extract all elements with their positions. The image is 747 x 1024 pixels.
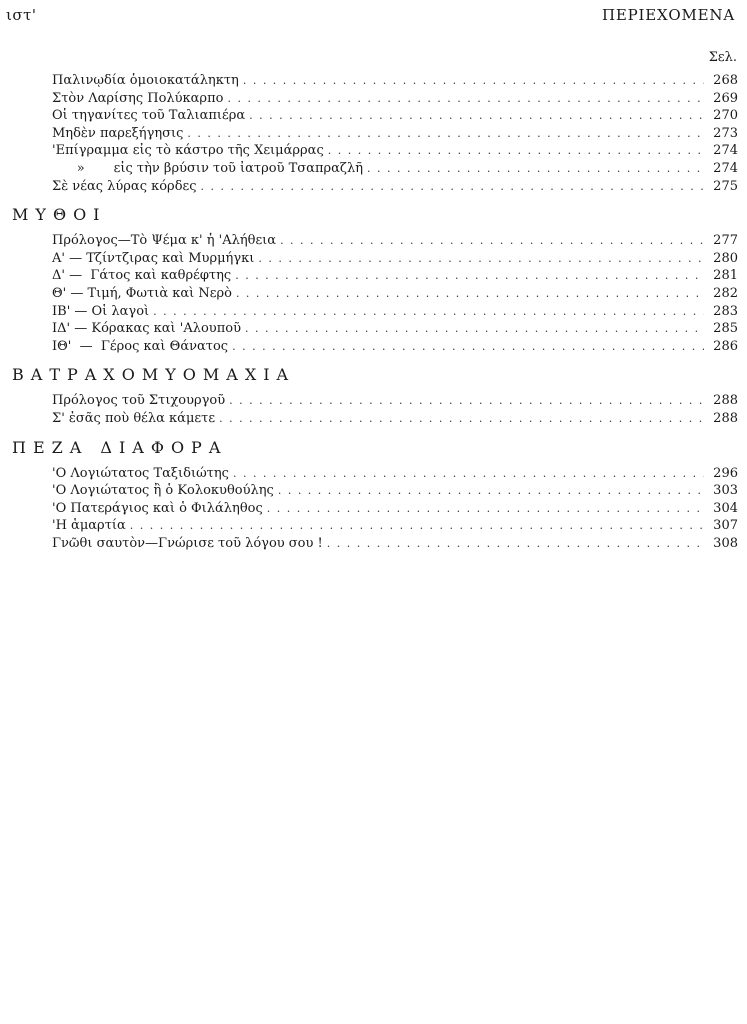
toc-entry [12,267,738,285]
dot-leader [235,267,704,285]
toc-entry-page: 286 [713,338,738,354]
toc-entry [12,178,738,196]
toc-entry-title: Α' — Τζίντζιρας καὶ Μυρμήγκι [52,250,255,266]
toc-entry-page: 282 [713,285,738,301]
toc-entry-title: Πρόλογος τοῦ Στιχουργοῦ [52,393,226,409]
toc-entry [12,90,738,108]
toc-entry-page: 268 [713,73,738,88]
dot-leader [367,160,704,178]
toc-entry [12,465,738,483]
toc-entry-page: 283 [713,303,738,319]
dot-leader [227,90,704,108]
dot-leader [267,500,704,518]
toc-entry-title: 'Επίγραμμα εἰς τὸ κάστρο τῆς Χειμάρρας [52,143,324,159]
section-heading: ΜΥΘΟΙ [12,205,107,225]
toc-section-mythoi [12,205,738,355]
toc-entry-page: 275 [713,178,738,194]
toc-entry-page: 288 [713,410,738,426]
toc-entry-page: 308 [713,535,738,551]
toc-section-batrachomyomachia [12,365,738,427]
dot-leader [201,178,704,196]
running-title: ΠΕΡΙΕΧΟΜΕΝΑ [601,6,735,24]
toc-entry [12,517,738,535]
toc-entry [12,500,738,518]
toc-entry [12,338,738,356]
toc-entry-title: 'Ο Λογιώτατος Ταξιδιώτης [52,465,229,481]
toc-entry-title: » εἰς τὴν βρύσιν τοῦ ἰατροῦ Τσαπραζλῆ [52,160,363,176]
toc-entry-page: 274 [713,143,738,159]
table-of-contents [12,72,738,552]
toc-entry-page: 280 [713,250,738,266]
dot-leader [243,72,704,90]
toc-entry [12,482,738,500]
dot-leader [219,410,704,428]
toc-entry [12,303,738,321]
toc-entry-page: 303 [713,483,738,499]
toc-entry [12,320,738,338]
toc-entry-title: ΙΒ' — Οἱ λαγοὶ [52,303,150,319]
dot-leader [236,285,704,303]
toc-section-peza-diafora [12,438,738,553]
toc-entry-title: Οἱ τηγανίτες τοῦ Ταλιαπιέρα [52,108,246,124]
toc-entry-title: Σ' ἐσᾶς ποὺ θέλα κάμετε [52,410,216,426]
toc-entry [12,72,738,90]
toc-section-untitled [12,72,738,195]
toc-entry [12,392,738,410]
toc-entry [12,250,738,268]
dot-leader [328,142,704,160]
toc-entry-title: 'Ο Λογιώτατος ἢ ὁ Κολοκυθούλης [52,483,274,499]
toc-entry-page: 277 [713,233,738,249]
dot-leader [327,535,704,553]
dot-leader [258,250,704,268]
toc-entry-title: Μηδὲν παρεξήγησις [52,125,184,141]
toc-entry-page: 304 [713,500,738,516]
toc-entry-page: 307 [713,518,738,534]
toc-entry-title: Πρόλογος—Τὸ Ψέμα κ' ἡ 'Αλήθεια [52,233,277,249]
page-column-label: Σελ. [708,50,737,65]
toc-entry [12,107,738,125]
toc-entry [12,160,738,178]
toc-entry-page: 273 [713,125,738,141]
dot-leader [278,482,704,500]
toc-entry [12,232,738,250]
toc-entry-page: 288 [713,393,738,409]
toc-entry-title: ΙΔ' — Κόρακας καὶ 'Αλουποῦ [52,321,241,337]
toc-entry-title: 'Ο Πατεράγιος καὶ ὁ Φιλάληθος [52,500,263,516]
dot-leader [229,392,704,410]
toc-entry-title: 'Η ἁμαρτία [52,518,126,534]
toc-entry-page: 281 [713,268,738,284]
toc-entry-page: 285 [713,321,738,337]
toc-entry-page: 274 [713,160,738,176]
section-heading: ΒΑΤΡΑΧΟΜΥΟΜΑΧΙΑ [12,365,296,385]
dot-leader [130,517,704,535]
toc-entry [12,125,738,143]
toc-entry [12,142,738,160]
toc-entry [12,285,738,303]
page-marker: ιστ' [6,6,37,24]
dot-leader [245,320,704,338]
toc-entry-title: Θ' — Τιμή, Φωτιὰ καὶ Νερὸ [52,285,232,301]
dot-leader [232,338,704,356]
toc-entry-title: Γνῶθι σαυτὸν—Γνώρισε τοῦ λόγου σου ! [52,535,323,551]
dot-leader [187,125,704,143]
dot-leader [153,303,704,321]
toc-entry-page: 296 [713,465,738,481]
toc-entry-page: 269 [713,90,738,106]
toc-entry-page: 270 [713,108,738,124]
dot-leader [280,232,704,250]
toc-entry-title: Στὸν Λαρίσης Πολύκαρπο [52,90,224,106]
section-heading: ΠΕΖΑ ΔΙΑΦΟΡΑ [12,437,228,457]
toc-entry-title: Παλινῳδία ὁμοιοκατάληκτη [52,73,239,88]
dot-leader [249,107,704,125]
dot-leader [233,465,704,483]
toc-entry-title: Σὲ νέας λύρας κόρδες [52,178,197,194]
toc-entry-title: Δ' — Γάτος καὶ καθρέφτης [52,268,232,284]
toc-entry [12,535,738,553]
toc-entry [12,410,738,428]
toc-entry-title: ΙΘ' — Γέρος καὶ Θάνατος [52,338,229,354]
